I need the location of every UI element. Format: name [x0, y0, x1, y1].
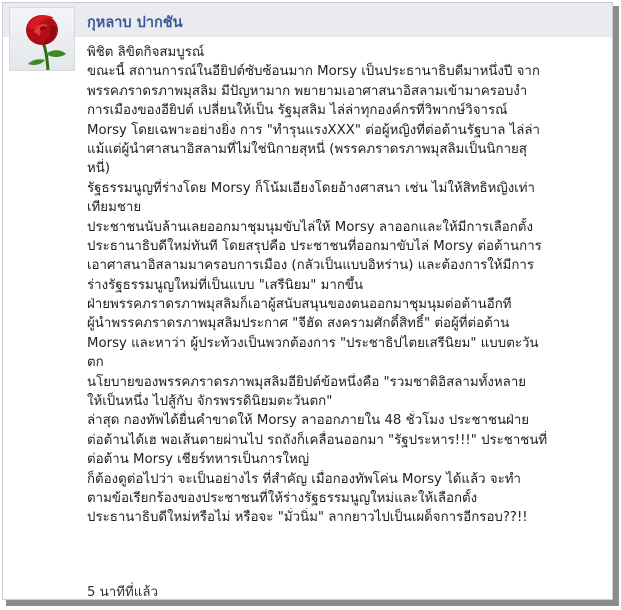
post-line: ตามข้อเรียกร้องของประชาชนที่ให้ร่างรัฐธรรมนูญใหม่และให้เลือกตั้ง [87, 490, 478, 506]
post-line: ขณะนี้ สถานการณ์ในอียิปต์ซับซ้อนมาก Morsy เป็นประธานาธิบดีมาหนึ่งปี จาก [87, 64, 540, 80]
post-line: ต่อต้านได้เฮ พอเส้นตายผ่านไป รถถังก็เคลื่อนออกมา "รัฐประหาร!!!" ประชาชนที่ [87, 432, 548, 448]
post-line: เทียมชาย [87, 200, 142, 216]
author-name-link[interactable]: กุหลาบ ปากชัน [87, 15, 183, 31]
post-line: Morsy และหาว่า ผู้ประท้วงเป็นพวกต้องการ "ประชาธิปไตยเสรีนิยม" แบบตะวัน [87, 335, 539, 351]
red-rose-icon [10, 8, 74, 70]
post-shadow-bottom [6, 600, 619, 606]
post-line: หนี่) [87, 161, 111, 177]
post-line: เอาศาสนาอิสลามมาครอบการเมือง (กลัวเป็นแบบอิหร่าน) และต้องการให้มีการ [87, 258, 534, 274]
post-line: ฝ่ายพรรคภราดรภาพมุสลิมก็เอาผู้สนับสนุนของตนออกมาชุมนุมต่อต้านอีกที [87, 297, 512, 313]
post-line: ร่างรัฐธรรมนูญใหม่ที่เป็นแบบ "เสรีนิยม" มากขึ้น [87, 277, 364, 293]
post-timestamp-link[interactable]: 5 นาทีที่แล้ว [87, 585, 158, 600]
post-line: ก็ต้องดูต่อไปว่า จะเป็นอย่างไร ที่สำคัญ เมื่อกองทัพโค่น Morsy ได้แล้ว จะทำ [87, 471, 522, 487]
post-line: พิชิต ลิขิตกิจสมบูรณ์ [87, 45, 205, 60]
post-line: ประธานาธิบดีใหม่หรือไม่ หรือจะ "มั่วนิ่ม" ลากยาวไปเป็นเผด็จการอีกรอบ??!! [87, 510, 528, 526]
post-line: ผู้นำพรรคภราดรภาพมุสลิมประกาศ "จีฮัด สงครามศักดิ์สิทธิ์" ต่อผู้ที่ต่อต้าน [87, 316, 510, 332]
post-line: ล่าสุด กองทัพได้ยื่นคำขาดให้ Morsy ลาออกภายใน 48 ชั่วโมง ประชาชนฝ่าย [87, 413, 530, 429]
post-line: ให้เป็นหนึ่ง ไปสู้กับ จักรพรรดินิยมตะวันตก" [87, 394, 333, 410]
post-line: พรรคภราดรภาพมุสลิม มีปัญหามาก พยายามเอาศาสนาอิสลามเข้ามาครอบงำ [87, 83, 528, 99]
post-line: นโยบายของพรรคภราดรภาพมุสลิมอียิปต์ข้อหนึ่งคือ "รวมชาติอิสลามทั้งหลาย [87, 374, 527, 390]
facebook-post [2, 2, 613, 600]
profile-avatar[interactable] [9, 7, 75, 71]
post-shadow-right [613, 6, 619, 604]
post-line: แม้แต่ผู้นำศาสนาอิสลามที่ไม่ใช่นิกายสุหนี่ (พรรคภราดรภาพมุสลิมเป็นนิกายสุ [87, 141, 527, 157]
post-line: ประชาชนนับล้านเลยออกมาชุมนุมขับไล่ให้ Morsy ลาออกและให้มีการเลือกตั้ง [87, 219, 533, 235]
post-line: ประธานาธิบดีใหม่ทันที โดยสรุปคือ ประชาชนที่ออกมาขับไล่ Morsy ต่อต้านการ [87, 238, 542, 254]
post-line: Morsy โดยเฉพาะอย่างยิ่ง การ "ทำรุนแรงXXX" ต่อผู้หญิงที่ต่อต้านรัฐบาล ไล่ล่า [87, 122, 541, 138]
post-line: ตก [87, 355, 104, 371]
post-line: การเมืองของอียิปต์ เปลี่ยนให้เป็น รัฐมุสลิม ไล่ล่าทุกองค์กรที่วิพากษ์วิจารณ์ [87, 103, 508, 119]
post-body [87, 43, 611, 528]
post-line: รัฐธรรมนูญที่ร่างโดย Morsy ก็โน้มเอียงโดยอ้างศาสนา เช่น ไม่ให้สิทธิหญิงเท่า [87, 180, 535, 196]
post-line: ต่อต้าน Morsy เชียร์ทหารเป็นการใหญ่ [87, 452, 310, 468]
